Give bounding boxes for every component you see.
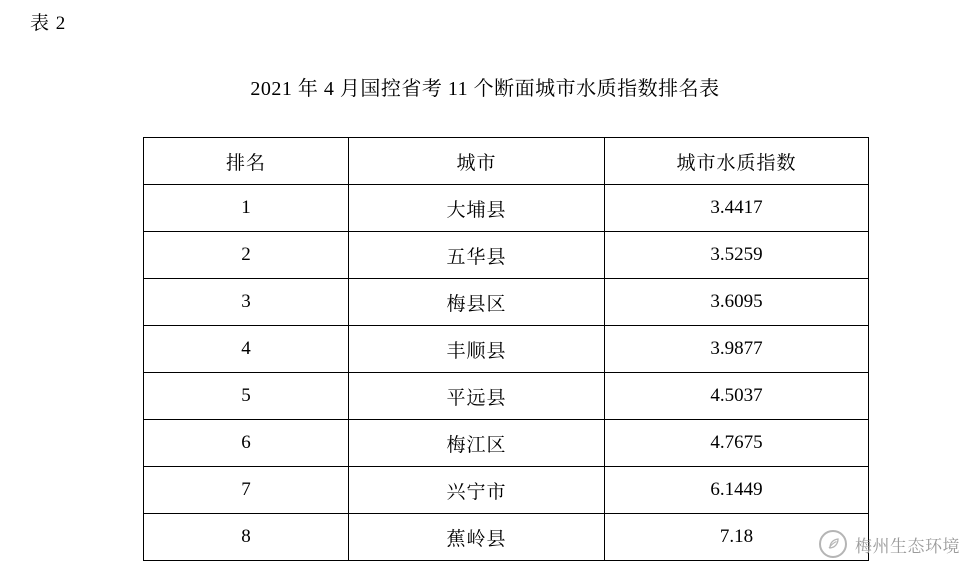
table-row: [144, 420, 869, 467]
cell-index: 4.5037: [605, 373, 869, 420]
cell-index: 3.5259: [605, 232, 869, 279]
watermark-badge: [819, 530, 960, 558]
leaf-circle-icon: [819, 530, 847, 558]
cell-city: 蕉岭县: [349, 514, 605, 561]
cell-index: 4.7675: [605, 420, 869, 467]
cell-city: 平远县: [349, 373, 605, 420]
cell-city: 五华县: [349, 232, 605, 279]
cell-city: 兴宁市: [349, 467, 605, 514]
table-row: [144, 467, 869, 514]
table-row: [144, 279, 869, 326]
cell-rank: 2: [144, 232, 349, 279]
cell-index: 3.6095: [605, 279, 869, 326]
water-quality-table-container: [143, 137, 865, 561]
table-label: 表 2: [30, 13, 67, 34]
column-header-city: 城市: [349, 138, 605, 185]
table-row: [144, 373, 869, 420]
cell-city: 丰顺县: [349, 326, 605, 373]
cell-rank: 5: [144, 373, 349, 420]
column-header-index: 城市水质指数: [605, 138, 869, 185]
cell-rank: 8: [144, 514, 349, 561]
cell-rank: 4: [144, 326, 349, 373]
cell-rank: 7: [144, 467, 349, 514]
table-row: [144, 232, 869, 279]
watermark-label: 梅州生态环境: [855, 536, 960, 556]
table-header-row: [144, 138, 869, 185]
page-title: 2021 年 4 月国控省考 11 个断面城市水质指数排名表: [250, 78, 720, 100]
cell-rank: 1: [144, 185, 349, 232]
cell-index: 6.1449: [605, 467, 869, 514]
cell-city: 梅县区: [349, 279, 605, 326]
water-quality-table: [143, 137, 869, 561]
table-row: [144, 185, 869, 232]
cell-rank: 3: [144, 279, 349, 326]
column-header-rank: 排名: [144, 138, 349, 185]
cell-city: 大埔县: [349, 185, 605, 232]
table-row: [144, 514, 869, 561]
cell-index: 3.9877: [605, 326, 869, 373]
cell-rank: 6: [144, 420, 349, 467]
cell-index: 7.18: [605, 514, 869, 561]
table-row: [144, 326, 869, 373]
cell-index: 3.4417: [605, 185, 869, 232]
cell-city: 梅江区: [349, 420, 605, 467]
